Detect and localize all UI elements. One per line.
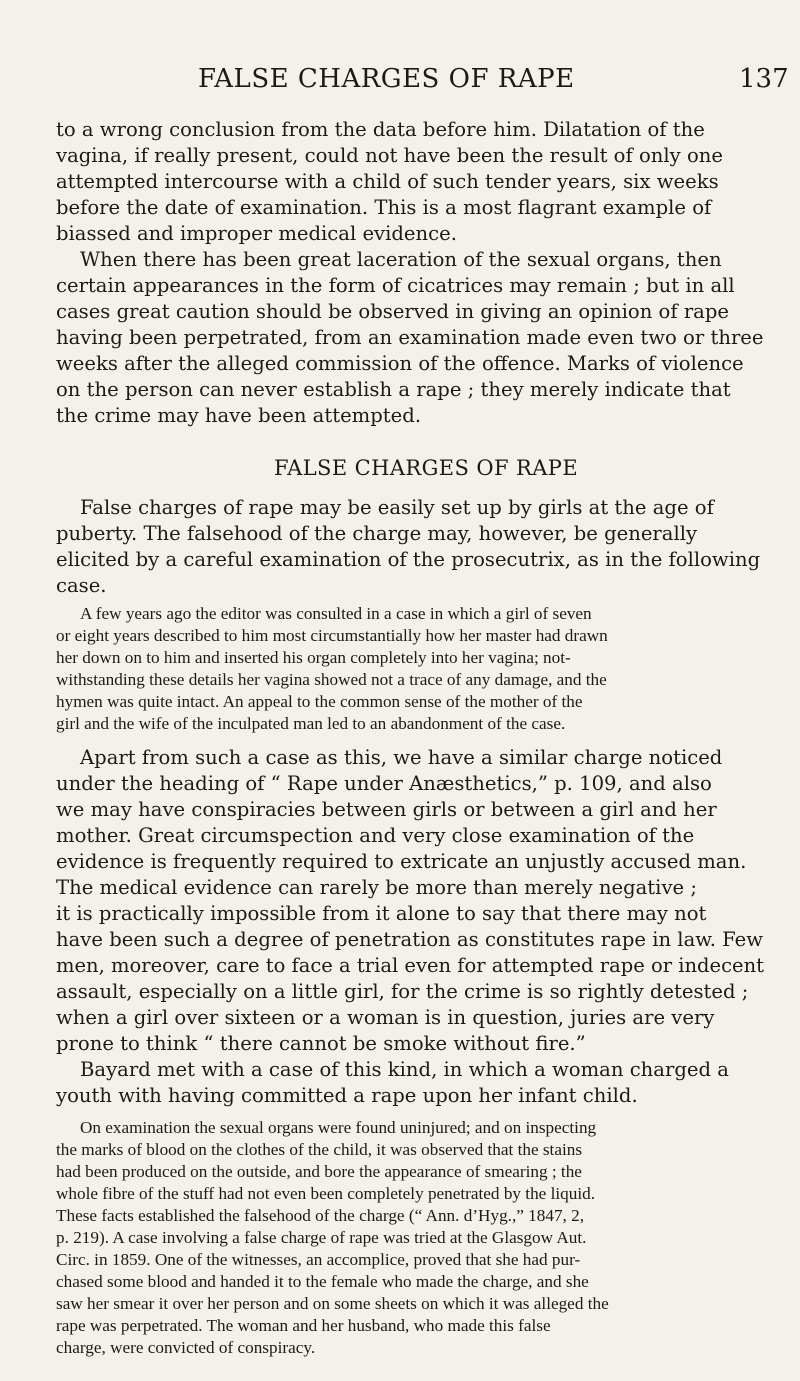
text-line: These facts established the falsehood of the charge (“ Ann. d’Hyg.,” 1847, 2,	[56, 1206, 585, 1225]
text-line: having been perpetrated, from an examination made even two or three	[56, 326, 764, 349]
text-line: the crime may have been attempted.	[56, 404, 422, 427]
text-line: on the person can never establish a rape ; they merely indicate that	[56, 378, 731, 401]
text-line: On examination the sexual organs were found uninjured; and on inspecting	[80, 1118, 597, 1137]
text-line: certain appearances in the form of cicatrices may remain ; but in all	[56, 274, 735, 297]
text-line: prone to think “ there cannot be smoke without fire.”	[56, 1032, 586, 1055]
text-line: The medical evidence can rarely be more than merely negative ;	[56, 876, 697, 899]
text-line: when a girl over sixteen or a woman is in question, juries are very	[56, 1006, 715, 1029]
text-line: evidence is frequently required to extricate an unjustly accused man.	[56, 850, 747, 873]
text-line: assault, especially on a little girl, for the crime is so rightly detested ;	[56, 980, 749, 1003]
text-line: charge, were convicted of conspiracy.	[56, 1338, 316, 1357]
text-line: mother. Great circumspection and very close examination of the	[56, 824, 695, 847]
text-line: saw her smear it over her person and on some sheets on which it was alleged the	[56, 1294, 609, 1313]
text-line: to a wrong conclusion from the data before him. Dilatation of the	[56, 118, 705, 141]
text-line: we may have conspiracies between girls or between a girl and her	[56, 798, 717, 821]
text-line: puberty. The falsehood of the charge may, however, be generally	[56, 522, 698, 545]
text-line: under the heading of “ Rape under Anæsthetics,” p. 109, and also	[56, 772, 712, 795]
text-line: the marks of blood on the clothes of the child, it was observed that the stains	[56, 1140, 583, 1159]
text-line: Circ. in 1859. One of the witnesses, an accomplice, proved that she had pur-	[56, 1250, 581, 1269]
text-line: before the date of examination. This is a most flagrant example of	[56, 196, 712, 219]
text-line: weeks after the alleged commission of the offence. Marks of violence	[56, 352, 744, 375]
text-line: biassed and improper medical evidence.	[56, 222, 457, 245]
text-line: p. 219). A case involving a false charge of rape was tried at the Glasgow Aut.	[56, 1228, 587, 1247]
text-line: When there has been great laceration of the sexual organs, then	[80, 248, 722, 271]
text-line: hymen was quite intact. An appeal to the common sense of the mother of the	[56, 692, 583, 711]
text-line: had been produced on the outside, and bore the appearance of smearing ; the	[56, 1162, 582, 1181]
text-line: vagina, if really present, could not have been the result of only one	[56, 144, 723, 167]
text-line: youth with having committed a rape upon her infant child.	[56, 1084, 638, 1107]
text-line: withstanding these details her vagina showed not a trace of any damage, and the	[56, 670, 607, 689]
text-line: A few years ago the editor was consulted in a case in which a girl of seven	[80, 604, 592, 623]
text-line: chased some blood and handed it to the female who made the charge, and she	[56, 1272, 589, 1291]
text-line: girl and the wife of the inculpated man led to an abandonment of the case.	[56, 714, 566, 733]
running-header: FALSE CHARGES OF RAPE	[198, 64, 575, 94]
text-line: men, moreover, care to face a trial even for attempted rape or indecent	[56, 954, 764, 977]
text-line: rape was perpetrated. The woman and her husband, who made this false	[56, 1316, 551, 1335]
page-number: 137	[739, 64, 789, 94]
text-line: cases great caution should be observed in giving an opinion of rape	[56, 300, 729, 323]
text-line: False charges of rape may be easily set up by girls at the age of	[80, 496, 714, 519]
text-line: her down on to him and inserted his organ completely into her vagina; not-	[56, 648, 571, 667]
section-heading: FALSE CHARGES OF RAPE	[274, 456, 579, 480]
text-line: Apart from such a case as this, we have a similar charge noticed	[80, 746, 723, 769]
text-line: have been such a degree of penetration as constitutes rape in law. Few	[56, 928, 764, 951]
text-line: whole fibre of the stuff had not even been completely penetrated by the liquid.	[56, 1184, 596, 1203]
text-line: elicited by a careful examination of the prosecutrix, as in the following	[56, 548, 761, 571]
text-line: it is practically impossible from it alone to say that there may not	[56, 902, 707, 925]
text-line: Bayard met with a case of this kind, in which a woman charged a	[80, 1058, 729, 1081]
text-line: case.	[56, 574, 107, 597]
text-line: attempted intercourse with a child of such tender years, six weeks	[56, 170, 719, 193]
text-line: or eight years described to him most circumstantially how her master had drawn	[56, 626, 608, 645]
